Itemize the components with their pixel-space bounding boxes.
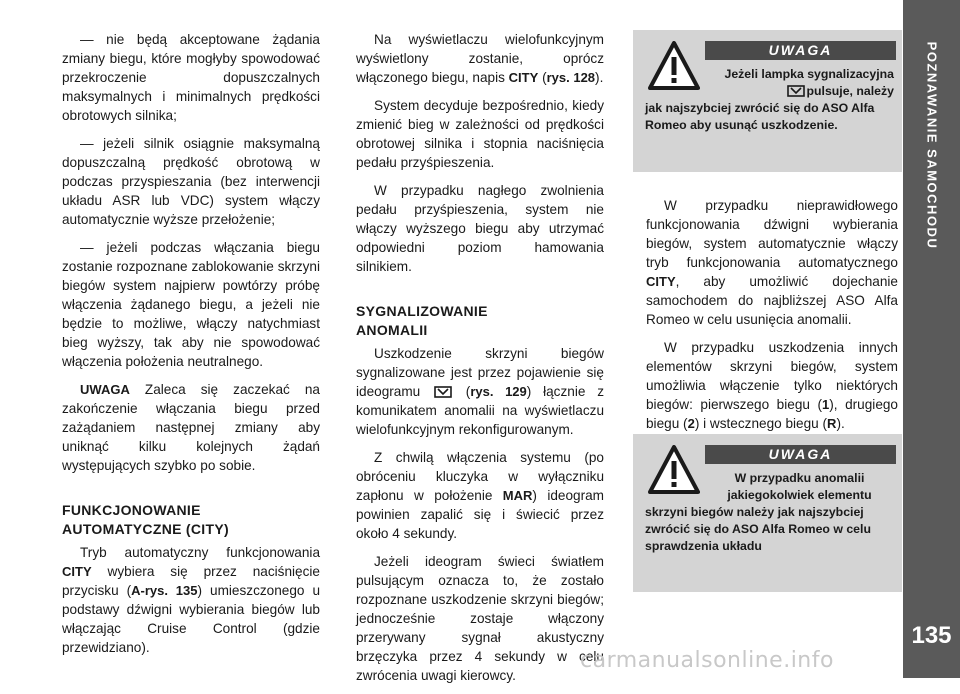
warning-line: jak najszybciej zwrócić się do ASO Alfa Romeo aby usunąć uszkodzenie. xyxy=(645,101,875,132)
paragraph xyxy=(356,344,604,439)
text-run: ) łącznie z komunikatem anomalii na wyświetlaczu wielofunkcyjnym rekonfigurowanym. xyxy=(356,384,604,437)
text-run: pulsuje, należy xyxy=(806,84,894,98)
text-column-1 xyxy=(62,30,320,666)
heading-line: FUNKCJONOWANIE xyxy=(62,502,201,518)
paragraph xyxy=(356,30,604,87)
warning-text xyxy=(645,66,894,134)
figure-ref: A-rys. 135 xyxy=(131,583,198,598)
paragraph: W przypadku nagłego zwolnienia pedału przyśpieszenia, system nie włączy wyższego biegu aby utrzymać odpowiedni poziom hamowania silnikiem. xyxy=(356,183,604,274)
text-run: ( xyxy=(454,384,471,399)
page-number: 135 xyxy=(911,622,952,649)
section-title-text: POZNAWANIE SAMOCHODU xyxy=(924,41,940,249)
gear-label: 1 xyxy=(822,397,830,412)
warning-text xyxy=(645,470,894,555)
text-run: W przypadku nieprawidłowego funkcjonowania dźwigni wybierania biegów, system automatycznie włączy tryb funkcjonowania automatycznego xyxy=(646,198,898,270)
warning-box xyxy=(633,434,902,592)
gear-label: R xyxy=(827,416,837,431)
figure-ref: rys. 128 xyxy=(546,70,596,85)
warning-line: skrzyni biegów należy jak najszybciej zwrócić się do ASO Alfa Romeo w celu sprawdzenia układu xyxy=(645,505,871,553)
gearbox-fault-icon xyxy=(787,84,805,97)
paragraph xyxy=(646,196,898,329)
text-run: wybiera się przez naciśnięcie przycisku ( xyxy=(62,564,320,598)
heading-line: SYGNALIZOWANIE xyxy=(356,303,488,319)
warning-line: Jeżeli lampka sygnalizacyjna xyxy=(724,67,894,81)
paragraph xyxy=(356,448,604,543)
city-label: CITY xyxy=(646,274,676,289)
text-run: ( xyxy=(538,70,547,85)
heading-line: ANOMALII xyxy=(356,322,428,338)
text-run: Z chwilą włączenia systemu (po obróceniu kluczyka w wyłączniku zapłonu w położenie xyxy=(356,450,604,503)
paragraph xyxy=(62,543,320,657)
warning-title: UWAGA xyxy=(705,41,896,60)
paragraph xyxy=(646,338,898,433)
paragraph: — jeżeli podczas włączania biegu zostanie rozpoznane zablokowanie skrzyni biegów system najpierw powtórzy próbę włączenia żądanego biegu, a jeżeli nie będzie to możliwe, włączy natychmiast bieg wyższy, tak aby nie spowodować włączenia położenia neutralnego. xyxy=(62,240,320,369)
gearbox-fault-icon xyxy=(434,385,452,398)
text-run: W przypadku uszkodzenia innych elementów skrzyni biegów, system umożliwia włączenie tylko niektórych biegów: pierwszego biegu ( xyxy=(646,340,898,412)
text-run: , aby umożliwić dojechanie samochodem do najbliższej ASO Alfa Romeo w celu usunięcia anomalii. xyxy=(646,274,898,327)
text-run: ) i wstecznego biegu ( xyxy=(694,416,828,431)
warning-line: W przypadku anomalii jakiegokolwiek elementu xyxy=(727,471,872,502)
paragraph: Jeżeli ideogram świeci światłem pulsującym oznacza to, że zostało rozpoznane uszkodzenie skrzyni biegów; jednocześnie zostaje włączony przerywany sygnał akustyczny brzęczyka przez 4 sekundy w celu zwrócenia uwagi kierowcy. xyxy=(356,554,604,683)
paragraph: — jeżeli silnik osiągnie maksymalną dopuszczalną prędkość obrotową w podczas przyspieszania (bez interwencji układu ASR lub VDC) system włączy automatycznie wyższe przełożenie; xyxy=(62,136,320,227)
text-column-3 xyxy=(646,196,898,442)
note-label: UWAGA xyxy=(80,382,130,397)
gear-label: 2 xyxy=(687,416,695,431)
text-column-2 xyxy=(356,30,604,694)
city-label: CITY xyxy=(62,564,92,579)
mar-label: MAR xyxy=(502,488,533,503)
text-run: ). xyxy=(595,70,604,85)
section-heading xyxy=(356,302,604,340)
text-run: ), drugiego biegu ( xyxy=(646,397,898,431)
city-label: CITY xyxy=(508,70,539,85)
figure-ref: rys. 129 xyxy=(470,384,527,399)
text-run: Tryb automatyczny funkcjonowania xyxy=(80,545,320,560)
warning-line xyxy=(645,83,894,100)
warning-title: UWAGA xyxy=(705,445,896,464)
heading-line: AUTOMATYCZNE (CITY) xyxy=(62,521,229,537)
warning-box xyxy=(633,30,902,172)
text-run: Uszkodzenie skrzyni biegów sygnalizowane jest przez pojawienie się ideogramu xyxy=(356,346,604,399)
text-run: ). xyxy=(836,416,845,431)
section-title xyxy=(903,0,960,290)
note-text: Zaleca się zaczekać na zakończenie włączania biegu przed zażądaniem następnej zmiany aby uniknąć kilku kolejnych żądań występujących szybko po sobie. xyxy=(62,382,320,473)
section-heading xyxy=(62,501,320,539)
text-run: Na wyświetlaczu wielofunkcyjnym wyświetlony zostanie, oprócz włączonego biegu, napis xyxy=(356,32,604,85)
text-run: ) umieszczonego u podstawy dźwigni wybierania biegów lub włączając Cruise Control (gdzie przewidziano). xyxy=(62,583,320,655)
watermark: carmanualsonline.info xyxy=(580,648,834,673)
paragraph: — nie będą akceptowane żądania zmiany biegu, które mogłyby spowodować przekroczenie dopuszczalnych maksymalnych i minimalnych prędkości obrotowych silnika; xyxy=(62,32,320,123)
text-run: ) ideogram powinien zapalić się i świecić przez około 4 sekundy. xyxy=(356,488,604,541)
paragraph: System decyduje bezpośrednio, kiedy zmienić bieg w zależności od prędkości obrotowej silnika i stopnia naciśnięcia pedału przyśpieszenia. xyxy=(356,98,604,170)
section-sidebar xyxy=(903,0,960,678)
note-paragraph xyxy=(62,380,320,475)
